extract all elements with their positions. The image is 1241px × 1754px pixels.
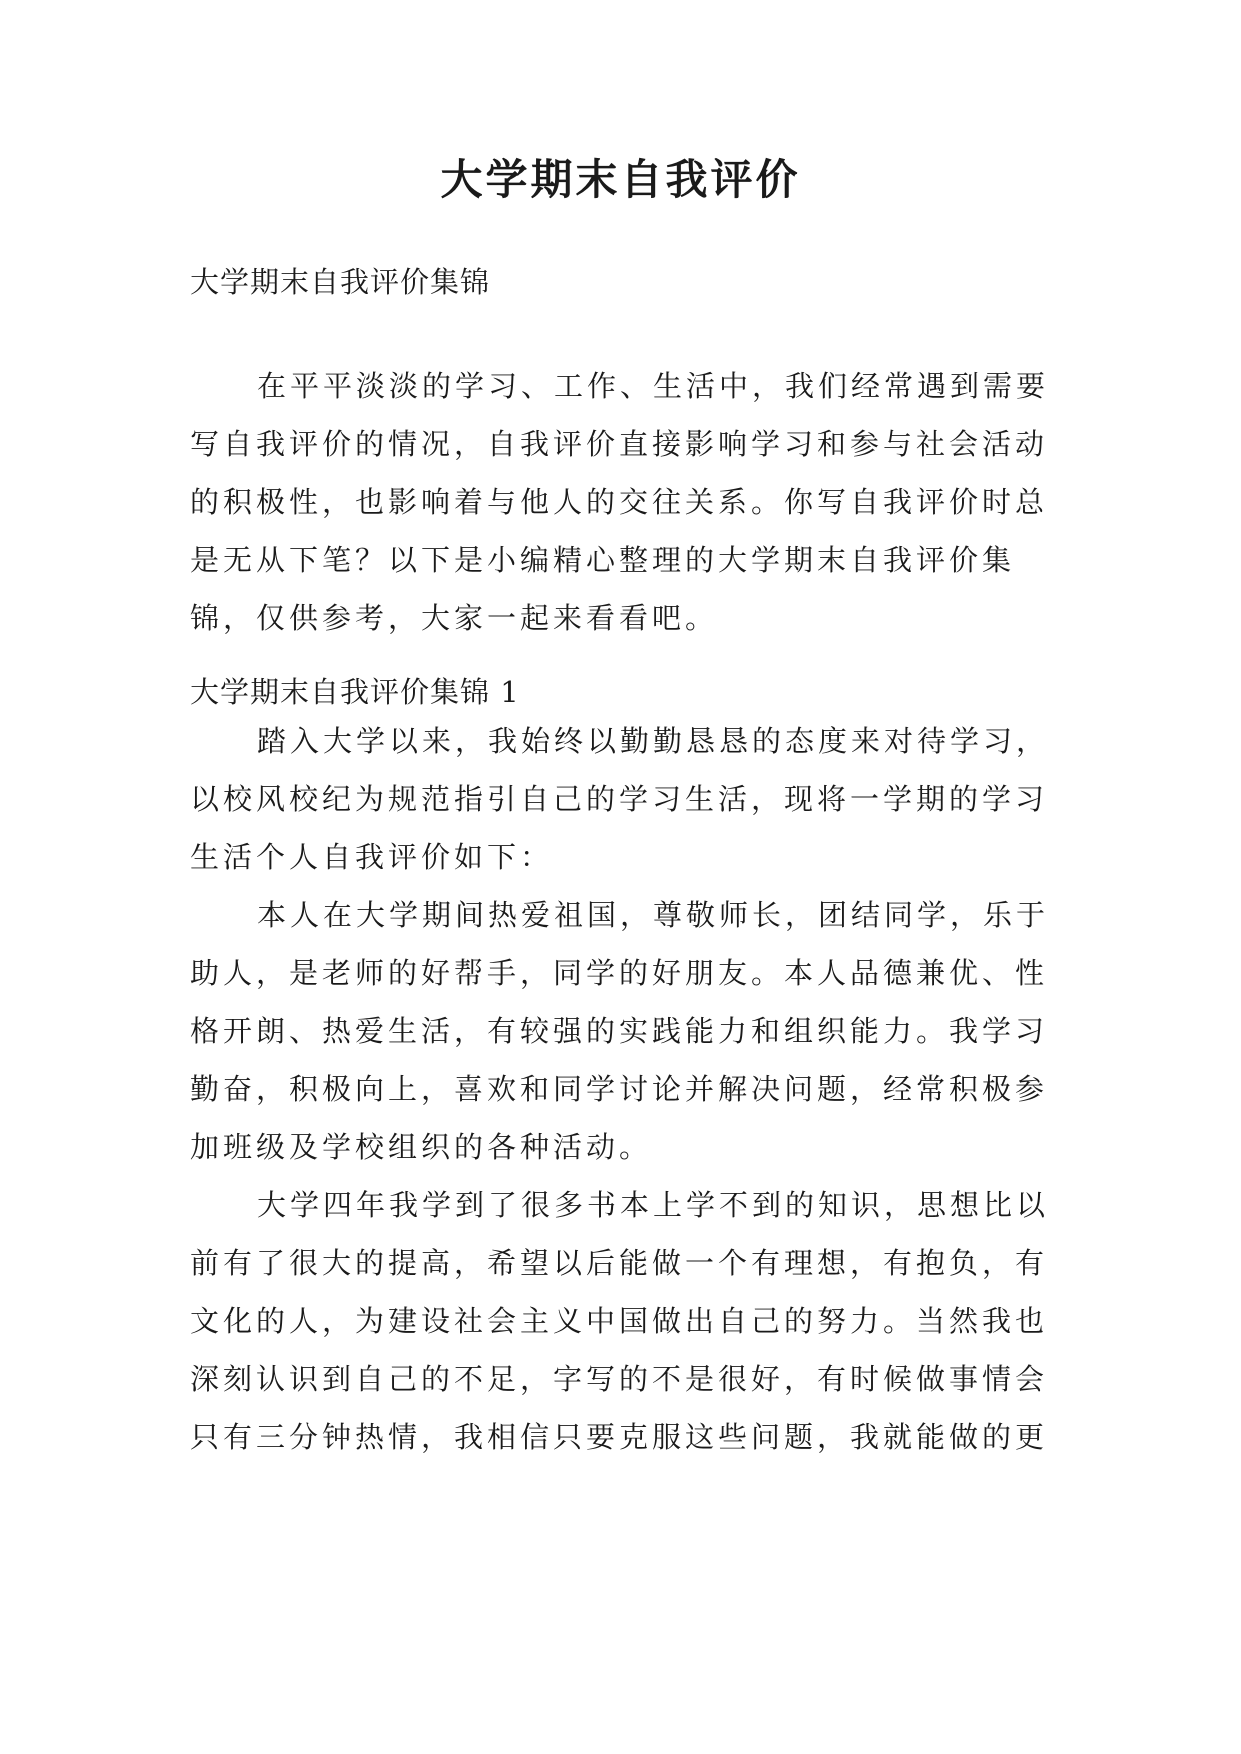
paragraph-line: 在平平淡淡的学习、工作、生活中，我们经常遇到需要 bbox=[257, 369, 1050, 403]
paragraph-line: 前有了很大的提高，希望以后能做一个有理想，有抱负，有 bbox=[190, 1246, 1049, 1280]
intro-paragraph bbox=[190, 357, 1060, 647]
paragraph-line: 大学四年我学到了很多书本上学不到的知识，思想比以 bbox=[257, 1188, 1050, 1222]
section1-paragraph-2 bbox=[190, 886, 1060, 1176]
paragraph-line: 助人，是老师的好帮手，同学的好朋友。本人品德兼优、性 bbox=[190, 956, 1049, 990]
paragraph-line: 文化的人，为建设社会主义中国做出自己的努力。当然我也 bbox=[190, 1304, 1049, 1338]
paragraph-line: 本人在大学期间热爱祖国，尊敬师长，团结同学，乐于 bbox=[257, 898, 1050, 932]
paragraph-line: 写自我评价的情况，自我评价直接影响学习和参与社会活动 bbox=[190, 427, 1049, 461]
section1-paragraph-3 bbox=[190, 1176, 1060, 1466]
paragraph-line: 踏入大学以来，我始终以勤勤恳恳的态度来对待学习， bbox=[257, 724, 1050, 758]
paragraph-line: 以校风校纪为规范指引自己的学习生活，现将一学期的学习 bbox=[190, 782, 1049, 816]
paragraph-line: 格开朗、热爱生活，有较强的实践能力和组织能力。我学习 bbox=[190, 1014, 1049, 1048]
paragraph-line: 勤奋，积极向上，喜欢和同学讨论并解决问题，经常积极参 bbox=[190, 1072, 1049, 1106]
section-heading: 大学期末自我评价集锦 1 bbox=[190, 675, 520, 709]
paragraph-line: 锦，仅供参考，大家一起来看看吧。 bbox=[190, 601, 719, 635]
paragraph-line: 加班级及学校组织的各种活动。 bbox=[190, 1130, 653, 1164]
paragraph-line: 只有三分钟热情，我相信只要克服这些问题，我就能做的更 bbox=[190, 1420, 1049, 1454]
paragraph-line: 深刻认识到自己的不足，字写的不是很好，有时候做事情会 bbox=[190, 1362, 1049, 1396]
paragraph-line: 生活个人自我评价如下： bbox=[190, 840, 554, 874]
paragraph-line: 的积极性，也影响着与他人的交往关系。你写自我评价时总 bbox=[190, 485, 1049, 519]
document-subtitle: 大学期末自我评价集锦 bbox=[190, 265, 491, 299]
document-title: 大学期末自我评价 bbox=[440, 155, 801, 204]
paragraph-line: 是无从下笔？以下是小编精心整理的大学期末自我评价集 bbox=[190, 543, 1016, 577]
section1-paragraph-1 bbox=[190, 712, 1060, 886]
